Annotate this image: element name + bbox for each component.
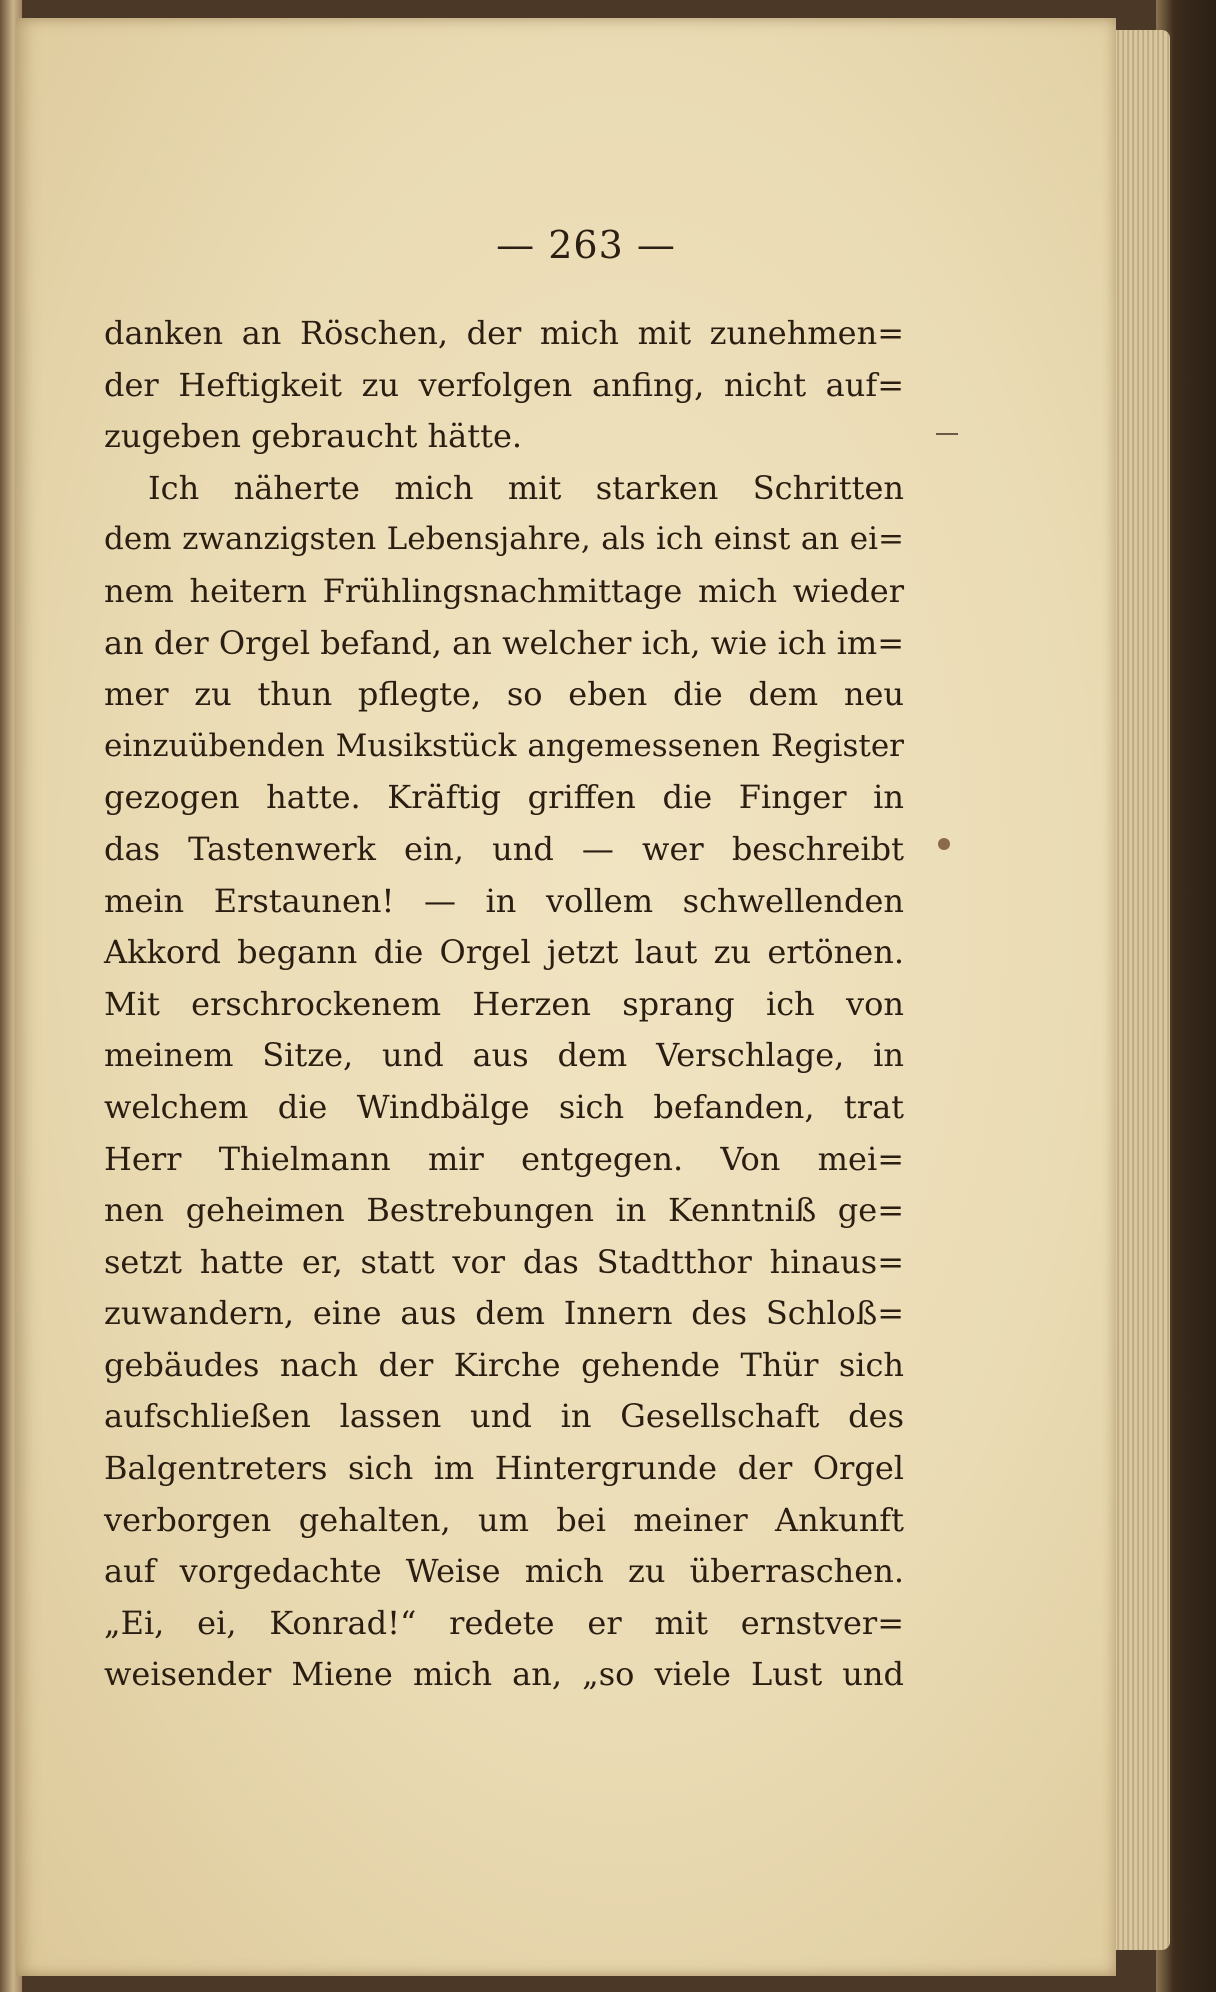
text-line: zugeben gebraucht hätte. [104,417,523,456]
text-line: Ich näherte mich mit starken Schritten [148,468,904,507]
text-line: zuwandern, eine aus dem Innern des Schloß= [104,1294,904,1333]
text-line: dem zwanzigsten Lebensjahre, als ich einst an ei= [104,521,904,558]
text-line: aufschließen lassen und in Gesellschaft des [104,1397,904,1436]
text-line: „Ei, ei, Konrad!“ redete er mit ernstver= [104,1603,904,1642]
text-line: nen geheimen Bestrebungen in Kenntniß ge= [104,1191,904,1230]
text-line: mein Erstaunen! — in vollem schwellenden [104,881,904,920]
book-page [16,18,1116,1976]
text-line: verborgen gehalten, um bei meiner Ankunft [104,1500,904,1539]
paper-stain [938,838,950,850]
text-line: mer zu thun pflegte, so eben die dem neu [104,675,904,714]
text-line: Balgentreters sich im Hintergrunde der Orgel [104,1449,904,1488]
text-line: meinem Sitze, und aus dem Verschlage, in [104,1036,904,1075]
body-text [104,308,904,1701]
text-line: gezogen hatte. Kräftig griffen die Finger in [104,778,904,817]
text-line: setzt hatte er, statt vor das Stadtthor hinaus= [104,1242,904,1281]
margin-mark [936,433,958,435]
text-line: Herr Thielmann mir entgegen. Von mei= [104,1139,904,1178]
text-line: das Tastenwerk ein, und — wer beschreibt [104,829,904,868]
page-stack-edges [1110,30,1170,1950]
text-line: welchem die Windbälge sich befanden, trat [104,1087,904,1126]
text-line: an der Orgel befand, an welcher ich, wie ich im= [104,623,904,662]
text-line: gebäudes nach der Kirche gehende Thür sich [104,1345,904,1384]
text-line: auf vorgedachte Weise mich zu überraschen. [104,1552,904,1591]
text-line: Akkord begann die Orgel jetzt laut zu ertönen. [104,933,904,972]
text-line: einzuübenden Musikstück angemessenen Register [104,727,904,764]
text-line: Mit erschrockenem Herzen sprang ich von [104,984,904,1023]
page-number: — 263 — [496,223,676,267]
text-line: der Heftigkeit zu verfolgen anfing, nicht auf= [104,365,904,404]
text-line: weisender Miene mich an, „so viele Lust und [104,1655,904,1694]
text-line: danken an Röschen, der mich mit zunehmen= [104,314,904,352]
text-line: nem heitern Frühlingsnachmittage mich wieder [104,571,904,610]
